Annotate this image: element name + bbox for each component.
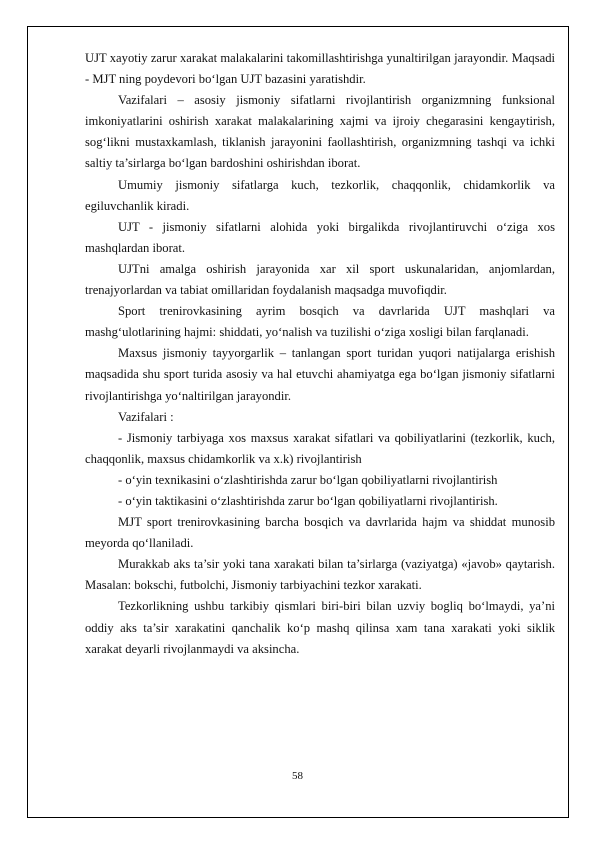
paragraph-ujt-exercises: UJT - jismoniy sifatlarni alohida yoki birgalikda rivojlantiruvchi o‘ziga xos mashqlardan iborat. <box>85 219 555 255</box>
paragraph-speed-components: Tezkorlikning ushbu tarkibiy qismlari biri-biri bilan uzviy bogliq bo‘lmaydi, ya’ni oddiy aks ta’sir xarakatini qanchalik ko‘p mashq qilinsa xam tana xarakati yoki siklik xarakat deyarli rivojlanmaydi va aksincha. <box>85 599 555 656</box>
document-body <box>85 48 555 660</box>
list-item-game-tactics: - o‘yin taktikasini o‘zlashtirishda zarur bo‘lgan qobiliyatlarni rivojlantirish. <box>118 493 498 508</box>
page-number: 58 <box>292 770 303 782</box>
paragraph-special-preparation: Maxsus jismoniy tayyorgarlik – tanlangan sport turidan yuqori natijalarga erishish maqsadida shu sport turida asosiy va hal etuvchi ahamiyatga ega bo‘lgan jismoniy sifatlarni rivojlantirishga yo‘naltirilgan jarayondir. <box>85 346 555 403</box>
paragraph-ujt-definition: UJT xayotiy zarur xarakat malakalarini takomillashtirishga yunaltirilgan jarayondir. Maqsadi - MJT ning poydevori bo‘lgan UJT bazasini yaratishdir. <box>85 51 555 87</box>
paragraph-general-qualities: Umumiy jismoniy sifatlarga kuch, tezkorlik, chaqqonlik, chidamkorlik va egiluvchanlik kiradi. <box>85 177 555 213</box>
list-item-game-technique: - o‘yin texnikasini o‘zlashtirishda zarur bo‘lgan qobiliyatlarni rivojlantirish <box>118 472 498 487</box>
paragraph-ujt-equipment: UJTni amalga oshirish jarayonida xar xil sport uskunalaridan, anjomlardan, trenajyorlardan va tabiat omillaridan foydalanish maqsadga muvofiqdir. <box>85 261 555 298</box>
paragraph-training-stages: Sport trenirovkasining ayrim bosqich va davrlarida UJT mashqlari va mashg‘ulotlarining hajmi: shiddati, yo‘nalish va tuzilishi o‘ziga xosligi bilan farqlanadi. <box>85 304 555 340</box>
paragraph-complex-reaction: Murakkab aks ta’sir yoki tana xarakati bilan ta’sirlarga (vaziyatga) «javob» qaytarish. Masalan: bokschi, futbolchi, Jismoniy tarbiyachini tezkor xarakati. <box>85 557 555 593</box>
paragraph-ujt-tasks: Vazifalari – asosiy jismoniy sifatlarni rivojlantirish organizmning funksional imkoniyatlarini oshirish xarakat malakalarining xajmi va ijroiy chegarasini kengaytirish, sog‘likni mustaxkamlash, tiklanish jarayonini faollashtirish, organizmning tashqi va ichki saltiy ta’sirlarga bo‘lgan bardoshini oshirishdan iborat. <box>85 93 555 171</box>
paragraph-tasks-heading: Vazifalari : <box>118 409 174 424</box>
paragraph-mjt-volume: MJT sport trenirovkasining barcha bosqich va davrlarida hajm va shiddat munosib meyorda qo‘llaniladi. <box>85 515 555 551</box>
list-item-special-qualities: - Jismoniy tarbiyaga xos maxsus xarakat sifatlari va qobiliyatlarini (tezkorlik, kuch, chaqqonlik, maxsus chidamkorlik va x.k) rivojlantirish <box>85 430 555 466</box>
